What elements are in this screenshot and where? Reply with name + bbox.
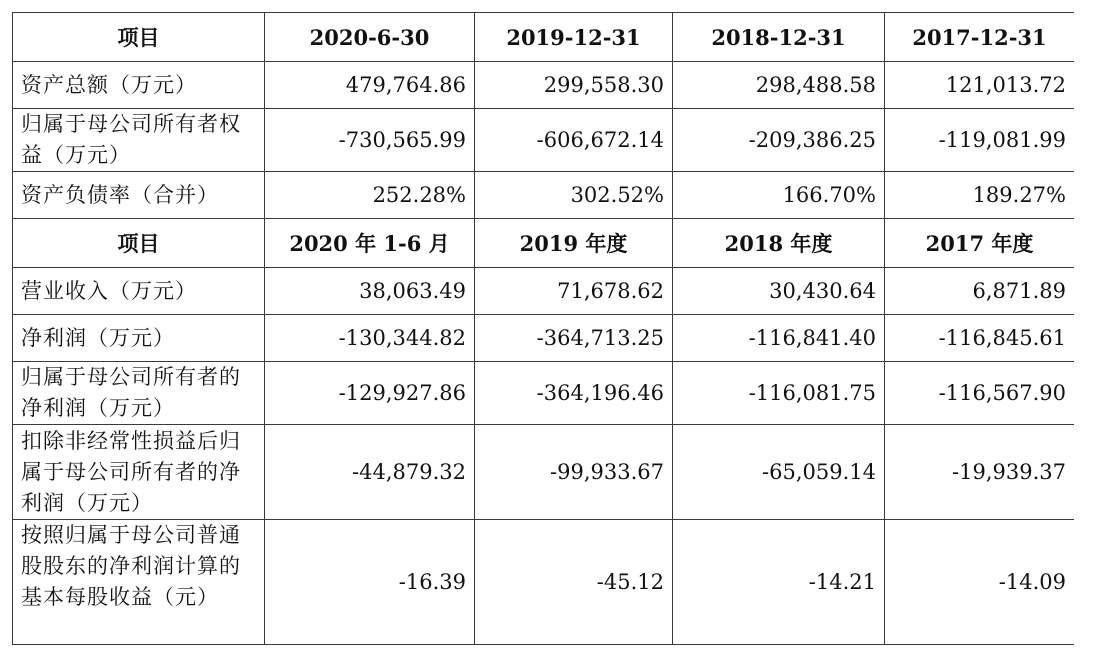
cell-value: -730,565.99: [265, 109, 475, 172]
row-label: 按照归属于母公司普通股股东的净利润计算的基本每股收益（元）: [13, 520, 265, 645]
cell-value: 6,871.89: [885, 268, 1075, 315]
row-label: 归属于母公司所有者权益（万元）: [13, 109, 265, 172]
header-date: 2019-12-31: [475, 13, 673, 62]
cell-value: -116,567.90: [885, 362, 1075, 425]
row-label: 资产负债率（合并）: [13, 172, 265, 219]
cell-value: 121,013.72: [885, 62, 1075, 109]
header-period: 2018 年度: [673, 219, 885, 268]
header-item: 项目: [13, 219, 265, 268]
cell-value: -129,927.86: [265, 362, 475, 425]
table-row: [13, 62, 1075, 109]
cell-value: -364,196.46: [475, 362, 673, 425]
header-item: 项目: [13, 13, 265, 62]
row-label: 净利润（万元）: [13, 315, 265, 362]
cell-value: -14.09: [885, 520, 1075, 645]
cell-value: 30,430.64: [673, 268, 885, 315]
table-row: [13, 315, 1075, 362]
header-date: 2020-6-30: [265, 13, 475, 62]
cell-value: -116,081.75: [673, 362, 885, 425]
header-date: 2017-12-31: [885, 13, 1075, 62]
header-date: 2018-12-31: [673, 13, 885, 62]
cell-value: -44,879.32: [265, 425, 475, 520]
cell-value: -45.12: [475, 520, 673, 645]
cell-value: -209,386.25: [673, 109, 885, 172]
cell-value: 166.70%: [673, 172, 885, 219]
income-header-row: [13, 219, 1075, 268]
row-label: 营业收入（万元）: [13, 268, 265, 315]
cell-value: 479,764.86: [265, 62, 475, 109]
cell-value: 189.27%: [885, 172, 1075, 219]
table-row: [13, 362, 1075, 425]
table-row: [13, 172, 1075, 219]
cell-value: -116,845.61: [885, 315, 1075, 362]
table-row: [13, 109, 1075, 172]
cell-value: -16.39: [265, 520, 475, 645]
cell-value: 71,678.62: [475, 268, 673, 315]
row-label: 归属于母公司所有者的净利润（万元）: [13, 362, 265, 425]
cell-value: 252.28%: [265, 172, 475, 219]
cell-value: 299,558.30: [475, 62, 673, 109]
row-label: 扣除非经常性损益后归属于母公司所有者的净利润（万元）: [13, 425, 265, 520]
financial-table-container: [12, 12, 1074, 652]
row-label: 资产总额（万元）: [13, 62, 265, 109]
header-period: 2019 年度: [475, 219, 673, 268]
cell-value: -606,672.14: [475, 109, 673, 172]
financial-summary-table: [12, 12, 1074, 645]
cell-value: -19,939.37: [885, 425, 1075, 520]
cell-value: -119,081.99: [885, 109, 1075, 172]
cell-value: 302.52%: [475, 172, 673, 219]
table-row: [13, 268, 1075, 315]
cell-value: -116,841.40: [673, 315, 885, 362]
cell-value: -99,933.67: [475, 425, 673, 520]
table-row: [13, 520, 1075, 645]
balance-header-row: [13, 13, 1075, 62]
cell-value: 298,488.58: [673, 62, 885, 109]
header-period: 2017 年度: [885, 219, 1075, 268]
cell-value: -65,059.14: [673, 425, 885, 520]
cell-value: 38,063.49: [265, 268, 475, 315]
cell-value: -130,344.82: [265, 315, 475, 362]
cell-value: -14.21: [673, 520, 885, 645]
header-period: 2020 年 1-6 月: [265, 219, 475, 268]
table-row: [13, 425, 1075, 520]
cell-value: -364,713.25: [475, 315, 673, 362]
